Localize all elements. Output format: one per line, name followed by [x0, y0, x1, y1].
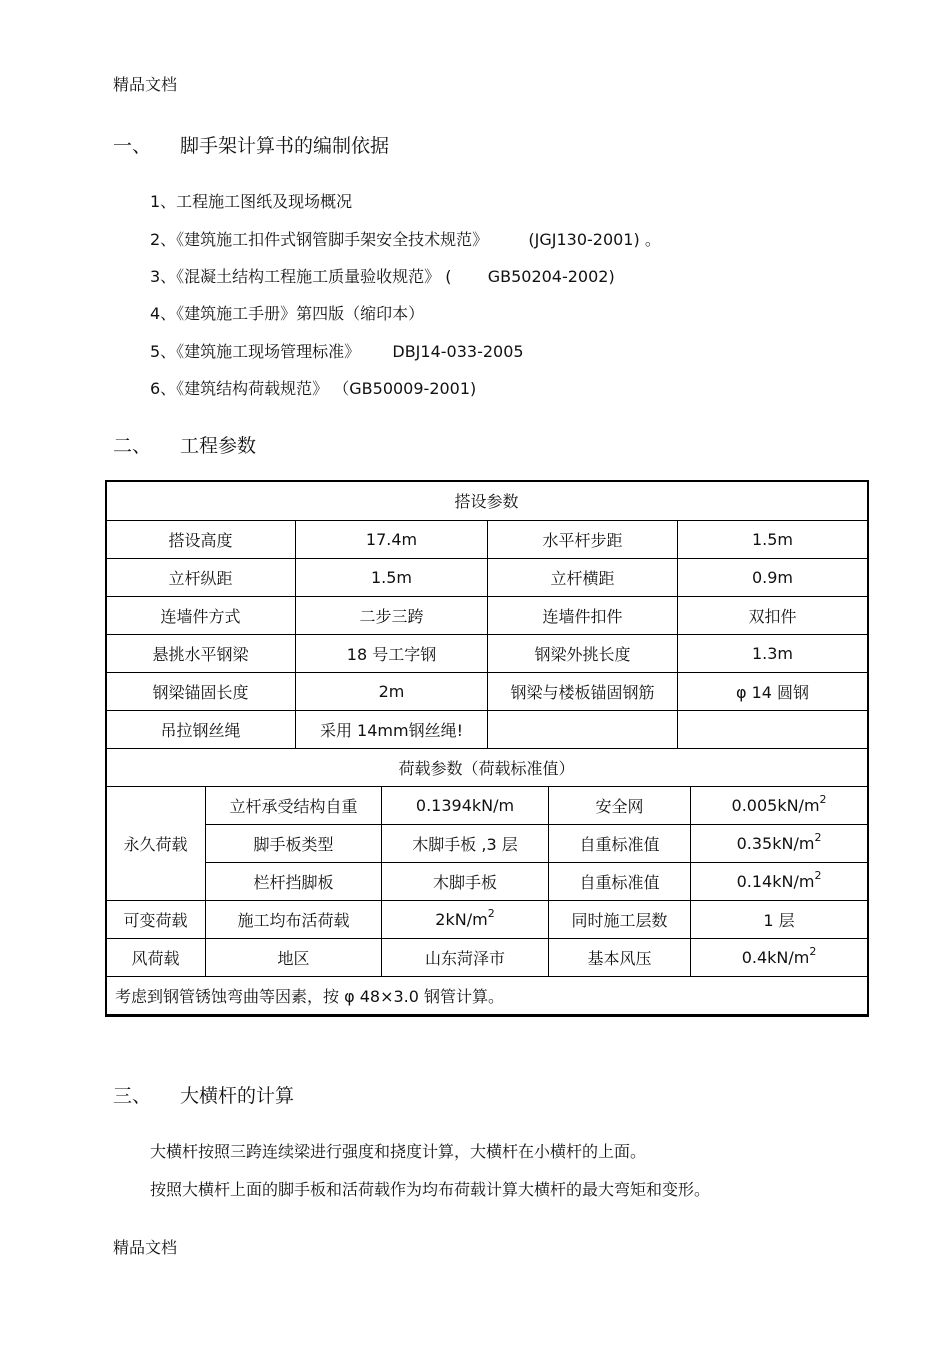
param-value: [678, 711, 868, 749]
paragraph: 按照大横杆上面的脚手板和活荷载作为均布荷载计算大横杆的最大弯矩和变形。: [150, 1180, 711, 1199]
reference-text: 2、《建筑施工扣件式钢管脚手架安全技术规范》: [150, 230, 489, 249]
param-label: 搭设高度: [106, 521, 296, 559]
page-footer: 精品文档: [113, 1238, 178, 1257]
reference-code: GB50204-2002): [487, 267, 615, 286]
value-text: 0.005kN/m: [731, 796, 820, 815]
table-row: [106, 825, 868, 863]
value-text: 0.35kN/m: [736, 834, 815, 853]
section-1-number: 一、: [113, 135, 152, 157]
table-row: [106, 597, 868, 635]
param-label: 基本风压: [549, 939, 691, 977]
load-category-label: 永久荷载: [106, 787, 206, 901]
table-row: [106, 901, 868, 939]
param-value: 木脚手板: [382, 863, 549, 901]
param-value: 2m: [296, 673, 488, 711]
param-value: 1.5m: [296, 559, 488, 597]
param-label: 连墙件扣件: [488, 597, 678, 635]
param-label: 脚手板类型: [206, 825, 382, 863]
paragraph: 大横杆按照三跨连续梁进行强度和挠度计算，大横杆在小横杆的上面。: [150, 1142, 647, 1161]
table-header: 搭设参数: [106, 481, 868, 521]
param-label: 水平杆步距: [488, 521, 678, 559]
param-value: [382, 901, 549, 939]
exponent: 2: [814, 831, 822, 844]
param-label: 立杆纵距: [106, 559, 296, 597]
table-row: [106, 521, 868, 559]
reference-code: DBJ14-033-2005: [392, 342, 524, 361]
reference-item: [150, 227, 661, 250]
load-category-label: 风荷载: [106, 939, 206, 977]
table-row: [106, 635, 868, 673]
param-value: 1.5m: [678, 521, 868, 559]
param-label: [488, 711, 678, 749]
param-label: 悬挑水平钢梁: [106, 635, 296, 673]
exponent: 2: [814, 869, 822, 882]
table-row: [106, 749, 868, 787]
table-row: [106, 559, 868, 597]
param-value: 双扣件: [678, 597, 868, 635]
reference-text: 6、《建筑结构荷载规范》 （GB50009-2001): [150, 379, 477, 398]
section-1-title: 脚手架计算书的编制依据: [180, 135, 390, 157]
param-label: 连墙件方式: [106, 597, 296, 635]
param-label: 钢梁与楼板锚固钢筋: [488, 673, 678, 711]
reference-text: 4、《建筑施工手册》第四版（缩印本）: [150, 304, 425, 323]
value-text: 0.14kN/m: [736, 872, 815, 891]
table-row: [106, 863, 868, 901]
table-header: 荷载参数（荷载标准值）: [106, 749, 868, 787]
param-value: φ 14 圆钢: [678, 673, 868, 711]
param-value: 0.1394kN/m: [382, 787, 549, 825]
reference-text: 1、工程施工图纸及现场概况: [150, 192, 353, 211]
page-header: 精品文档: [113, 75, 178, 94]
reference-item: [150, 376, 476, 399]
table-row: [106, 673, 868, 711]
param-label: 地区: [206, 939, 382, 977]
reference-item: [150, 189, 352, 212]
param-value: 1.3m: [678, 635, 868, 673]
table-row: [106, 787, 868, 825]
table-row: [106, 711, 868, 749]
param-label: 安全网: [549, 787, 691, 825]
section-2-number: 二、: [113, 435, 152, 457]
load-parameters-table: [105, 748, 868, 1015]
reference-item: [150, 339, 524, 362]
param-value: [691, 939, 868, 977]
section-3-title: 大横杆的计算: [180, 1085, 295, 1107]
reference-item: [150, 301, 424, 324]
param-value: 山东菏泽市: [382, 939, 549, 977]
param-label: 立杆横距: [488, 559, 678, 597]
exponent: 2: [819, 793, 827, 806]
reference-text: 3、《混凝土结构工程施工质量验收规范》 (: [150, 267, 452, 286]
table-row: [106, 939, 868, 977]
param-value: 二步三跨: [296, 597, 488, 635]
param-label: 钢梁外挑长度: [488, 635, 678, 673]
param-value: 0.9m: [678, 559, 868, 597]
reference-item: [150, 264, 615, 287]
exponent: 2: [487, 907, 495, 920]
load-category-label: 可变荷载: [106, 901, 206, 939]
table-row: [106, 977, 868, 1015]
value-text: 0.4kN/m: [741, 948, 810, 967]
param-value: 18 号工字钢: [296, 635, 488, 673]
table-note: 考虑到钢管锈蚀弯曲等因素，按 φ 48×3.0 钢管计算。: [106, 977, 868, 1015]
param-label: 施工均布活荷载: [206, 901, 382, 939]
param-value: 采用 14mm钢丝绳!: [296, 711, 488, 749]
reference-code: (JGJ130-2001) 。: [528, 230, 661, 249]
param-label: 立杆承受结构自重: [206, 787, 382, 825]
param-value: [691, 825, 868, 863]
value-text: 2kN/m: [435, 910, 488, 929]
param-value: 17.4m: [296, 521, 488, 559]
param-value: [691, 787, 868, 825]
exponent: 2: [809, 945, 817, 958]
param-value: 1 层: [691, 901, 868, 939]
param-label: 自重标准值: [549, 825, 691, 863]
section-2-title: 工程参数: [180, 435, 257, 457]
setup-parameters-table: [105, 480, 868, 749]
param-label: 吊拉钢丝绳: [106, 711, 296, 749]
param-value: [691, 863, 868, 901]
reference-text: 5、《建筑施工现场管理标准》: [150, 342, 361, 361]
param-label: 同时施工层数: [549, 901, 691, 939]
param-value: 木脚手板 ,3 层: [382, 825, 549, 863]
section-3-number: 三、: [113, 1085, 152, 1107]
param-label: 自重标准值: [549, 863, 691, 901]
param-label: 钢梁锚固长度: [106, 673, 296, 711]
param-label: 栏杆挡脚板: [206, 863, 382, 901]
